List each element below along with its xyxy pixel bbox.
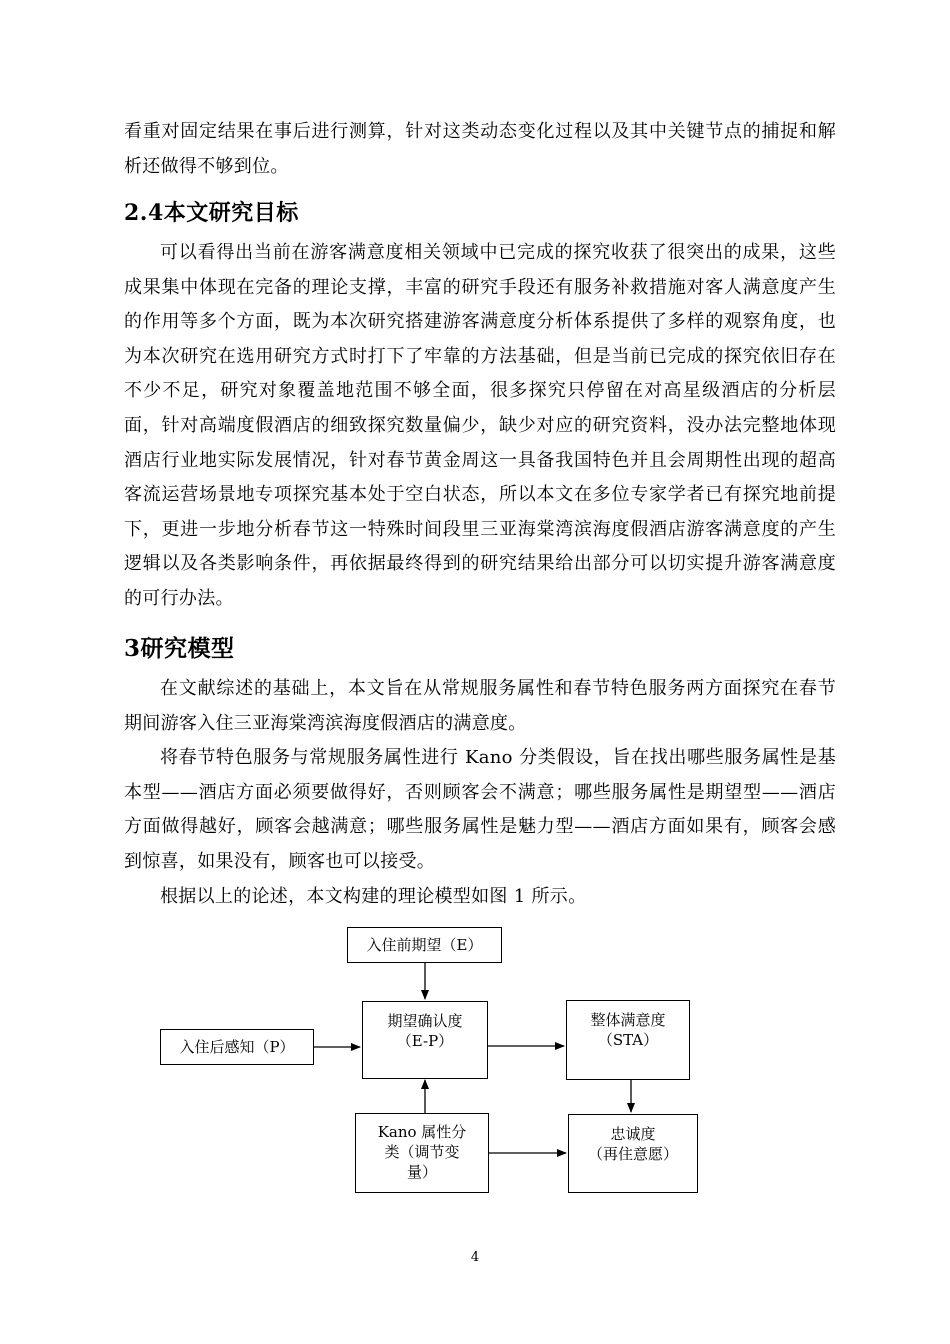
- expectation-label: 入住前期望（E）: [366, 936, 483, 954]
- satisfaction-label-2: （STA）: [597, 1031, 659, 1049]
- confirmation-label-1: 期望确认度: [387, 1012, 463, 1030]
- satisfaction-label-1: 整体满意度: [590, 1011, 666, 1029]
- section-2-4-paragraph: 可以看得出当前在游客满意度相关领域中已完成的探究收获了很突出的成果，这些成果集中体现在完备的理论支撑，丰富的研究手段还有服务补救措施对客人满意度产生的作用等多个方面，既为本次研究搭建游客满意度分析体系提供了多样的观察角度，也为本次研究在选用研究方式时打下了牢靠的方法基础，但是当前已完成的探究依旧存在不少不足，研究对象覆盖地范围不够全面，很多探究只停留在对高星级酒店的分析层面，针对高端度假酒店的细致探究数量偏少，缺少对应的研究资料，没办法完整地体现酒店行业地实际发展情况，针对春节黄金周这一具备我国特色并且会周期性出现的超高客流运营场景地专项探究基本处于空白状态，所以本文在多位专家学者已有探究地前提下，更进一步地分析春节这一特殊时间段里三亚海棠湾滨海度假酒店游客满意度的产生逻辑以及各类影响条件，再依据最终得到的研究结果给出部分可以切实提升游客满意度的可行办法。: [124, 242, 836, 609]
- loyalty-label-2: （再住意愿）: [587, 1145, 678, 1163]
- perception-box: [160, 1029, 314, 1065]
- section-3-paragraph-2: 将春节特色服务与常规服务属性进行 Kano 分类假设，旨在找出哪些服务属性是基本型——酒店方面必须要做得好，否则顾客会不满意；哪些服务属性是期望型——酒店方面做得越好，顾客会越满意；哪些服务属性是魅力型——酒店方面如果有，顾客会感到惊喜，如果没有，顾客也可以接受。: [124, 747, 836, 872]
- kano-box: [355, 1113, 489, 1193]
- confirmation-label-2: （E-P）: [396, 1032, 454, 1050]
- perception-label: 入住后感知（P）: [179, 1038, 295, 1056]
- intro-paragraph: 看重对固定结果在事后进行测算，针对这类动态变化过程以及其中关键节点的捕捉和解析还做得不够到位。: [124, 121, 836, 177]
- section-3-paragraph-3: 根据以上的论述，本文构建的理论模型如图 1 所示。: [160, 886, 587, 907]
- loyalty-box: [568, 1114, 698, 1193]
- page-number: 4: [470, 1250, 480, 1265]
- kano-label-3: 量）: [406, 1163, 437, 1181]
- kano-label-1: Kano 属性分: [377, 1123, 467, 1141]
- satisfaction-box: [566, 1000, 690, 1080]
- section-heading-3: 3研究模型: [124, 635, 235, 662]
- section-heading-2-4: 2.4本文研究目标: [124, 200, 299, 226]
- expectation-box: [347, 927, 502, 963]
- confirmation-box: [362, 1001, 488, 1079]
- loyalty-label-1: 忠诚度: [610, 1125, 656, 1143]
- kano-label-2: 类（调节变: [384, 1143, 460, 1161]
- section-3-paragraph-1: 在文献综述的基础上，本文旨在从常规服务属性和春节特色服务两方面探究在春节期间游客入住三亚海棠湾滨海度假酒店的满意度。: [124, 678, 836, 734]
